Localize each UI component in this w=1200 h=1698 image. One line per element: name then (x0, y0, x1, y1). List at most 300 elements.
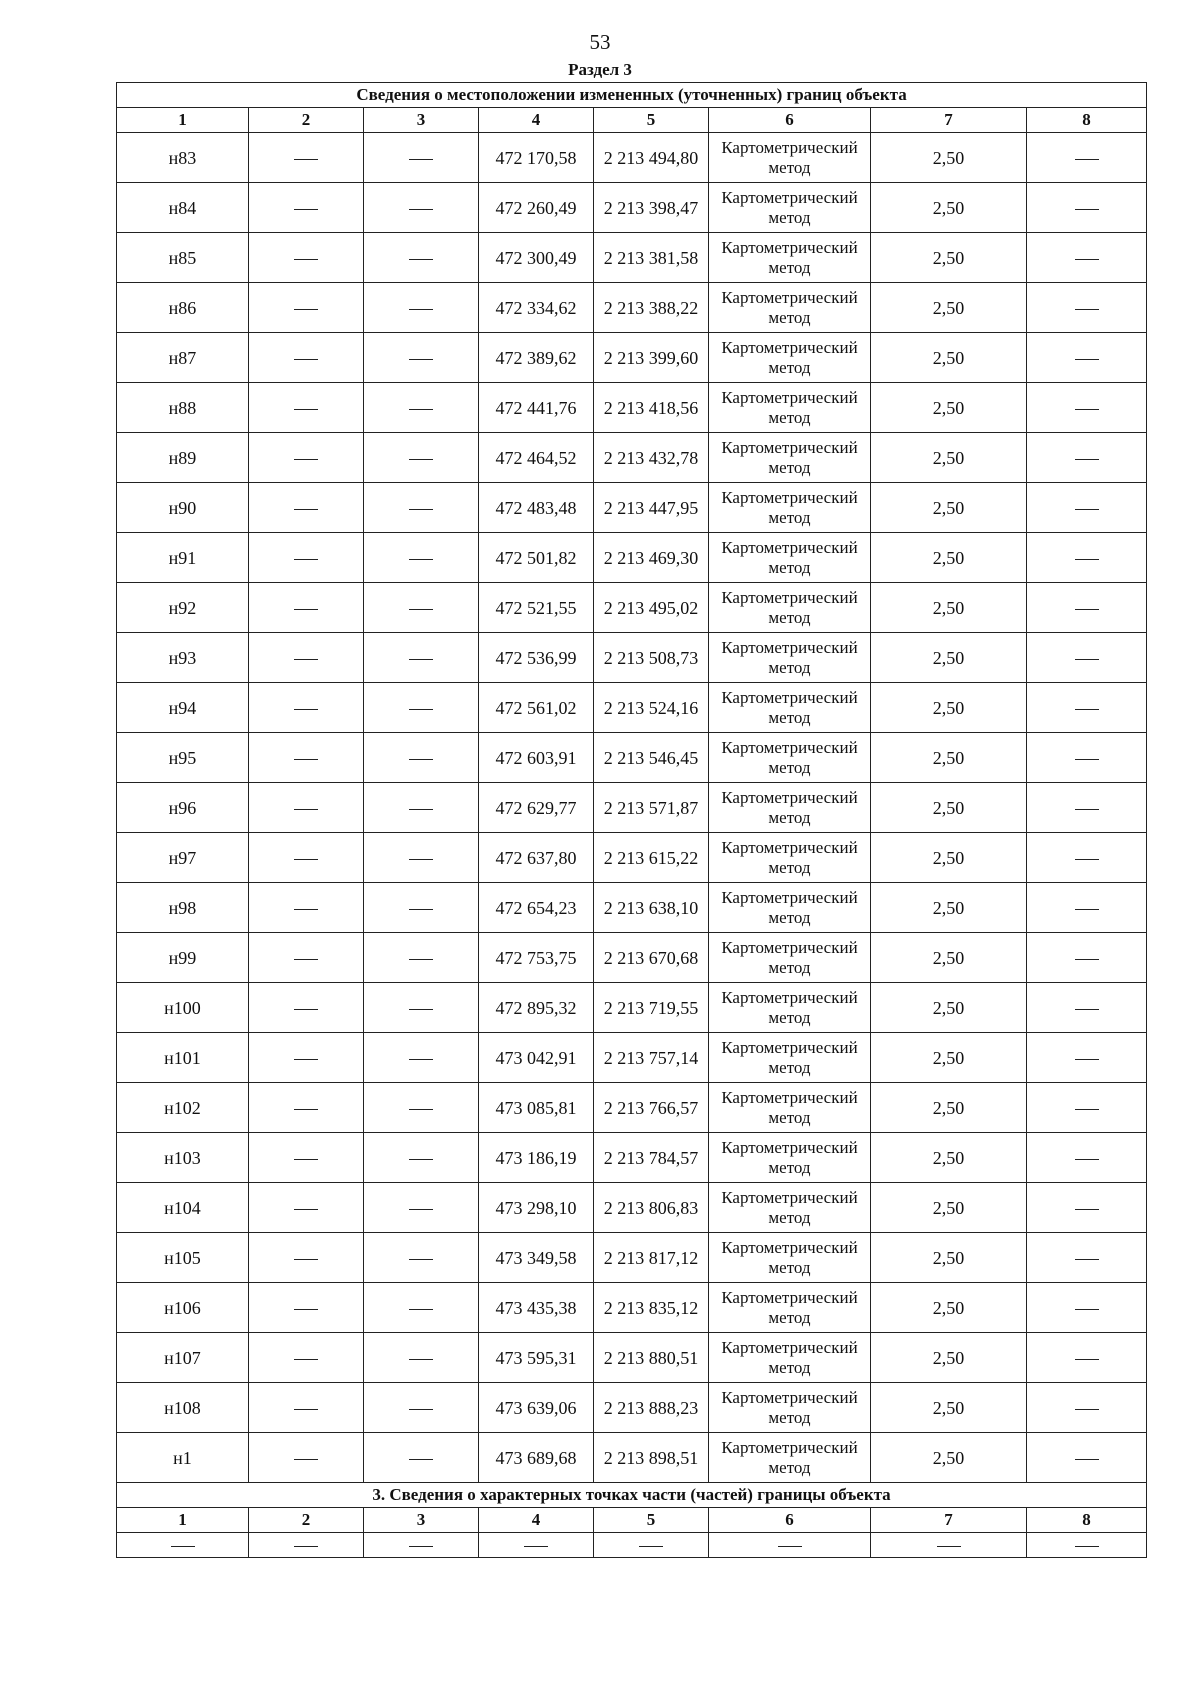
coordinate-x-cell: 472 260,49 (479, 183, 594, 233)
coordinate-y-cell: 2 213 508,73 (594, 633, 709, 683)
table-row (117, 383, 1147, 433)
empty-value-cell (364, 683, 479, 733)
method-cell: Картометрический метод (709, 1433, 871, 1483)
column-header: 4 (479, 108, 594, 133)
point-name-cell: н90 (117, 483, 249, 533)
method-cell: Картометрический метод (709, 233, 871, 283)
coordinate-y-cell: 2 213 784,57 (594, 1133, 709, 1183)
coordinate-x-cell: 472 895,32 (479, 983, 594, 1033)
table-row (117, 1133, 1147, 1183)
table-row (117, 1183, 1147, 1233)
empty-value-cell (249, 583, 364, 633)
empty-value-cell (249, 333, 364, 383)
coordinate-x-cell: 472 753,75 (479, 933, 594, 983)
empty-value-cell (249, 283, 364, 333)
dash-mark (294, 1309, 318, 1310)
dash-mark (409, 459, 433, 460)
accuracy-cell: 2,50 (871, 533, 1027, 583)
method-cell: Картометрический метод (709, 733, 871, 783)
empty-value-cell (117, 1533, 249, 1558)
table-title-row (117, 83, 1147, 108)
empty-value-cell (479, 1533, 594, 1558)
accuracy-cell: 2,50 (871, 1333, 1027, 1383)
method-cell: Картометрический метод (709, 783, 871, 833)
coordinate-x-cell: 472 389,62 (479, 333, 594, 383)
dash-mark (524, 1546, 548, 1547)
method-cell: Картометрический метод (709, 1083, 871, 1133)
dash-mark (1075, 1309, 1099, 1310)
coordinate-y-cell: 2 213 757,14 (594, 1033, 709, 1083)
empty-value-cell (1027, 233, 1147, 283)
empty-value-cell (364, 233, 479, 283)
method-cell: Картометрический метод (709, 333, 871, 383)
method-cell: Картометрический метод (709, 1133, 871, 1183)
empty-value-cell (364, 1083, 479, 1133)
dash-mark (1075, 1109, 1099, 1110)
dash-mark (294, 1409, 318, 1410)
method-cell: Картометрический метод (709, 1033, 871, 1083)
dash-mark (409, 1009, 433, 1010)
dash-mark (1075, 609, 1099, 610)
dash-mark (294, 1459, 318, 1460)
point-name-cell: н91 (117, 533, 249, 583)
page-number: 53 (589, 30, 611, 54)
column-header: 8 (1027, 1508, 1147, 1533)
dash-mark (409, 1159, 433, 1160)
coordinate-y-cell: 2 213 494,80 (594, 133, 709, 183)
empty-value-cell (1027, 1433, 1147, 1483)
coordinate-x-cell: 472 603,91 (479, 733, 594, 783)
table-row (117, 833, 1147, 883)
accuracy-cell: 2,50 (871, 1083, 1027, 1133)
dash-mark (409, 409, 433, 410)
method-cell: Картометрический метод (709, 533, 871, 583)
empty-value-cell (1027, 1033, 1147, 1083)
empty-value-cell (1027, 1333, 1147, 1383)
dash-mark (1075, 409, 1099, 410)
empty-value-cell (1027, 483, 1147, 533)
dash-mark (409, 259, 433, 260)
column-header: 4 (479, 1508, 594, 1533)
dash-mark (1075, 559, 1099, 560)
dash-mark (294, 709, 318, 710)
empty-value-cell (1027, 783, 1147, 833)
column-header: 8 (1027, 108, 1147, 133)
dash-mark (294, 509, 318, 510)
method-cell: Картометрический метод (709, 833, 871, 883)
coordinate-x-cell: 472 170,58 (479, 133, 594, 183)
dash-mark (294, 659, 318, 660)
table-row (117, 1383, 1147, 1433)
table-row (117, 1283, 1147, 1333)
dash-mark (409, 509, 433, 510)
table-row (117, 583, 1147, 633)
point-name-cell: н106 (117, 1283, 249, 1333)
empty-value-cell (249, 1133, 364, 1183)
dash-mark (294, 359, 318, 360)
empty-value-cell (249, 683, 364, 733)
dash-mark (294, 1209, 318, 1210)
coordinate-x-cell: 472 464,52 (479, 433, 594, 483)
coordinate-y-cell: 2 213 670,68 (594, 933, 709, 983)
coordinate-x-cell: 473 435,38 (479, 1283, 594, 1333)
dash-mark (294, 409, 318, 410)
table-row (117, 983, 1147, 1033)
dash-mark (1075, 959, 1099, 960)
dash-mark (294, 159, 318, 160)
empty-value-cell (249, 883, 364, 933)
coordinate-x-cell: 472 561,02 (479, 683, 594, 733)
point-name-cell: н105 (117, 1233, 249, 1283)
point-name-cell: н104 (117, 1183, 249, 1233)
table-row (117, 483, 1147, 533)
coordinate-y-cell: 2 213 447,95 (594, 483, 709, 533)
empty-value-cell (249, 1383, 364, 1433)
accuracy-cell: 2,50 (871, 283, 1027, 333)
empty-value-cell (249, 983, 364, 1033)
accuracy-cell: 2,50 (871, 783, 1027, 833)
empty-value-cell (364, 583, 479, 633)
dash-mark (1075, 1546, 1099, 1547)
accuracy-cell: 2,50 (871, 633, 1027, 683)
point-name-cell: н85 (117, 233, 249, 283)
table-row (117, 533, 1147, 583)
parts-title-row (117, 1483, 1147, 1508)
empty-value-cell (1027, 933, 1147, 983)
coordinate-x-cell: 472 483,48 (479, 483, 594, 533)
point-name-cell: н84 (117, 183, 249, 233)
dash-mark (294, 1546, 318, 1547)
coordinate-y-cell: 2 213 835,12 (594, 1283, 709, 1333)
dash-mark (409, 209, 433, 210)
dash-mark (409, 659, 433, 660)
point-name-cell: н1 (117, 1433, 249, 1483)
empty-value-cell (249, 1083, 364, 1133)
method-cell: Картометрический метод (709, 983, 871, 1033)
dash-mark (409, 1359, 433, 1360)
empty-value-cell (709, 1533, 871, 1558)
column-header: 3 (364, 108, 479, 133)
coordinate-y-cell: 2 213 719,55 (594, 983, 709, 1033)
dash-mark (171, 1546, 195, 1547)
dash-mark (409, 159, 433, 160)
empty-value-cell (364, 1183, 479, 1233)
accuracy-cell: 2,50 (871, 333, 1027, 383)
empty-value-cell (1027, 133, 1147, 183)
accuracy-cell: 2,50 (871, 433, 1027, 483)
method-cell: Картометрический метод (709, 933, 871, 983)
empty-value-cell (1027, 433, 1147, 483)
point-name-cell: н102 (117, 1083, 249, 1133)
accuracy-cell: 2,50 (871, 683, 1027, 733)
empty-value-cell (364, 833, 479, 883)
empty-value-cell (1027, 633, 1147, 683)
table-row (117, 683, 1147, 733)
dash-mark (409, 1209, 433, 1210)
empty-value-cell (364, 1283, 479, 1333)
dash-mark (409, 859, 433, 860)
method-cell: Картометрический метод (709, 1283, 871, 1333)
dash-mark (294, 1009, 318, 1010)
method-cell: Картометрический метод (709, 433, 871, 483)
method-cell: Картометрический метод (709, 1333, 871, 1383)
accuracy-cell: 2,50 (871, 1283, 1027, 1333)
dash-mark (294, 1109, 318, 1110)
method-cell: Картометрический метод (709, 683, 871, 733)
coordinate-x-cell: 472 637,80 (479, 833, 594, 883)
empty-value-cell (364, 533, 479, 583)
coordinate-y-cell: 2 213 638,10 (594, 883, 709, 933)
accuracy-cell: 2,50 (871, 183, 1027, 233)
coordinate-y-cell: 2 213 399,60 (594, 333, 709, 383)
coordinate-x-cell: 473 689,68 (479, 1433, 594, 1483)
dash-mark (294, 609, 318, 610)
accuracy-cell: 2,50 (871, 983, 1027, 1033)
accuracy-cell: 2,50 (871, 133, 1027, 183)
dash-mark (1075, 1159, 1099, 1160)
parts-title: 3. Сведения о характерных точках части (частей) границы объекта (117, 1483, 1147, 1508)
method-cell: Картометрический метод (709, 633, 871, 683)
column-header: 2 (249, 108, 364, 133)
column-header: 6 (709, 1508, 871, 1533)
coordinate-y-cell: 2 213 432,78 (594, 433, 709, 483)
empty-value-cell (1027, 583, 1147, 633)
accuracy-cell: 2,50 (871, 1183, 1027, 1233)
coordinate-y-cell: 2 213 898,51 (594, 1433, 709, 1483)
table-row (117, 733, 1147, 783)
table-row (117, 133, 1147, 183)
point-name-cell: н95 (117, 733, 249, 783)
dash-mark (1075, 359, 1099, 360)
parts-header-row (117, 1508, 1147, 1533)
coordinate-y-cell: 2 213 571,87 (594, 783, 709, 833)
dash-mark (1075, 1259, 1099, 1260)
dash-mark (294, 1359, 318, 1360)
empty-value-cell (364, 783, 479, 833)
empty-value-cell (1027, 333, 1147, 383)
dash-mark (1075, 909, 1099, 910)
dash-mark (409, 609, 433, 610)
empty-value-cell (364, 1133, 479, 1183)
column-header: 1 (117, 108, 249, 133)
empty-value-cell (249, 733, 364, 783)
column-header: 7 (871, 108, 1027, 133)
empty-value-cell (364, 633, 479, 683)
dash-mark (778, 1546, 802, 1547)
point-name-cell: н87 (117, 333, 249, 383)
method-cell: Картометрический метод (709, 183, 871, 233)
accuracy-cell: 2,50 (871, 733, 1027, 783)
empty-value-cell (1027, 1133, 1147, 1183)
accuracy-cell: 2,50 (871, 1033, 1027, 1083)
empty-value-cell (249, 833, 364, 883)
dash-mark (1075, 209, 1099, 210)
table-row (117, 1233, 1147, 1283)
empty-value-cell (364, 1533, 479, 1558)
empty-value-cell (249, 133, 364, 183)
method-cell: Картометрический метод (709, 483, 871, 533)
coordinate-x-cell: 473 639,06 (479, 1383, 594, 1433)
dash-mark (294, 309, 318, 310)
table-row (117, 933, 1147, 983)
table-row (117, 433, 1147, 483)
point-name-cell: н89 (117, 433, 249, 483)
point-name-cell: н101 (117, 1033, 249, 1083)
empty-value-cell (871, 1533, 1027, 1558)
empty-value-cell (364, 883, 479, 933)
point-name-cell: н96 (117, 783, 249, 833)
coordinate-y-cell: 2 213 817,12 (594, 1233, 709, 1283)
coordinate-y-cell: 2 213 766,57 (594, 1083, 709, 1133)
coordinate-y-cell: 2 213 524,16 (594, 683, 709, 733)
empty-value-cell (249, 383, 364, 433)
empty-value-cell (249, 633, 364, 683)
table-row (117, 1333, 1147, 1383)
empty-value-cell (1027, 983, 1147, 1033)
empty-value-cell (364, 1033, 479, 1083)
point-name-cell: н92 (117, 583, 249, 633)
empty-value-cell (249, 1233, 364, 1283)
coordinate-y-cell: 2 213 418,56 (594, 383, 709, 433)
empty-value-cell (1027, 1083, 1147, 1133)
coordinate-x-cell: 473 085,81 (479, 1083, 594, 1133)
empty-value-cell (1027, 1233, 1147, 1283)
dash-mark (409, 1259, 433, 1260)
dash-mark (409, 1546, 433, 1547)
accuracy-cell: 2,50 (871, 933, 1027, 983)
empty-value-cell (1027, 1183, 1147, 1233)
dash-mark (1075, 809, 1099, 810)
column-header: 5 (594, 108, 709, 133)
empty-value-cell (1027, 1283, 1147, 1333)
dash-mark (294, 259, 318, 260)
coordinate-x-cell: 473 298,10 (479, 1183, 594, 1233)
empty-value-cell (1027, 383, 1147, 433)
coordinate-x-cell: 472 536,99 (479, 633, 594, 683)
dash-mark (1075, 759, 1099, 760)
dash-mark (1075, 1059, 1099, 1060)
method-cell: Картометрический метод (709, 383, 871, 433)
table-row (117, 1433, 1147, 1483)
point-name-cell: н93 (117, 633, 249, 683)
section-title: Раздел 3 (568, 60, 632, 79)
empty-value-cell (364, 1333, 479, 1383)
dash-mark (294, 909, 318, 910)
table-row (117, 883, 1147, 933)
empty-value-cell (249, 533, 364, 583)
point-name-cell: н108 (117, 1383, 249, 1433)
dash-mark (294, 459, 318, 460)
dash-mark (1075, 659, 1099, 660)
dash-mark (1075, 1009, 1099, 1010)
dash-mark (639, 1546, 663, 1547)
dash-mark (1075, 1409, 1099, 1410)
empty-value-cell (594, 1533, 709, 1558)
empty-value-cell (364, 433, 479, 483)
empty-value-cell (364, 1433, 479, 1483)
point-name-cell: н88 (117, 383, 249, 433)
coordinate-y-cell: 2 213 615,22 (594, 833, 709, 883)
table-header-row (117, 108, 1147, 133)
method-cell: Картометрический метод (709, 883, 871, 933)
dash-mark (409, 359, 433, 360)
dash-mark (409, 1309, 433, 1310)
point-name-cell: н99 (117, 933, 249, 983)
point-name-cell: н83 (117, 133, 249, 183)
method-cell: Картометрический метод (709, 283, 871, 333)
empty-value-cell (1027, 1533, 1147, 1558)
coordinate-x-cell: 473 186,19 (479, 1133, 594, 1183)
empty-value-cell (364, 133, 479, 183)
empty-value-cell (1027, 1383, 1147, 1433)
dash-mark (294, 959, 318, 960)
dash-mark (294, 1259, 318, 1260)
dash-mark (1075, 1209, 1099, 1210)
dash-mark (409, 309, 433, 310)
method-cell: Картометрический метод (709, 1383, 871, 1433)
column-header: 5 (594, 1508, 709, 1533)
coordinate-y-cell: 2 213 546,45 (594, 733, 709, 783)
accuracy-cell: 2,50 (871, 233, 1027, 283)
table-row (117, 283, 1147, 333)
empty-value-cell (249, 483, 364, 533)
coordinate-y-cell: 2 213 388,22 (594, 283, 709, 333)
dash-mark (409, 909, 433, 910)
accuracy-cell: 2,50 (871, 1233, 1027, 1283)
empty-value-cell (1027, 283, 1147, 333)
empty-value-cell (364, 1233, 479, 1283)
parts-empty-row (117, 1533, 1147, 1558)
dash-mark (294, 209, 318, 210)
coordinate-x-cell: 472 334,62 (479, 283, 594, 333)
coordinate-y-cell: 2 213 398,47 (594, 183, 709, 233)
dash-mark (1075, 459, 1099, 460)
method-cell: Картометрический метод (709, 583, 871, 633)
coordinate-y-cell: 2 213 888,23 (594, 1383, 709, 1433)
empty-value-cell (249, 933, 364, 983)
empty-value-cell (364, 283, 479, 333)
empty-value-cell (364, 1383, 479, 1433)
coordinate-x-cell: 472 501,82 (479, 533, 594, 583)
coordinate-x-cell: 472 300,49 (479, 233, 594, 283)
empty-value-cell (249, 1183, 364, 1233)
empty-value-cell (364, 333, 479, 383)
empty-value-cell (249, 1333, 364, 1383)
accuracy-cell: 2,50 (871, 1133, 1027, 1183)
dash-mark (409, 1459, 433, 1460)
coordinate-y-cell: 2 213 495,02 (594, 583, 709, 633)
coordinate-x-cell: 472 521,55 (479, 583, 594, 633)
empty-value-cell (1027, 533, 1147, 583)
dash-mark (1075, 859, 1099, 860)
dash-mark (294, 1159, 318, 1160)
column-header: 6 (709, 108, 871, 133)
coordinate-y-cell: 2 213 806,83 (594, 1183, 709, 1233)
dash-mark (1075, 259, 1099, 260)
table-row (117, 333, 1147, 383)
dash-mark (409, 959, 433, 960)
point-name-cell: н100 (117, 983, 249, 1033)
coordinate-x-cell: 472 441,76 (479, 383, 594, 433)
dash-mark (1075, 709, 1099, 710)
point-name-cell: н98 (117, 883, 249, 933)
dash-mark (294, 809, 318, 810)
column-header: 1 (117, 1508, 249, 1533)
empty-value-cell (249, 1533, 364, 1558)
coordinate-y-cell: 2 213 469,30 (594, 533, 709, 583)
empty-value-cell (1027, 883, 1147, 933)
accuracy-cell: 2,50 (871, 883, 1027, 933)
